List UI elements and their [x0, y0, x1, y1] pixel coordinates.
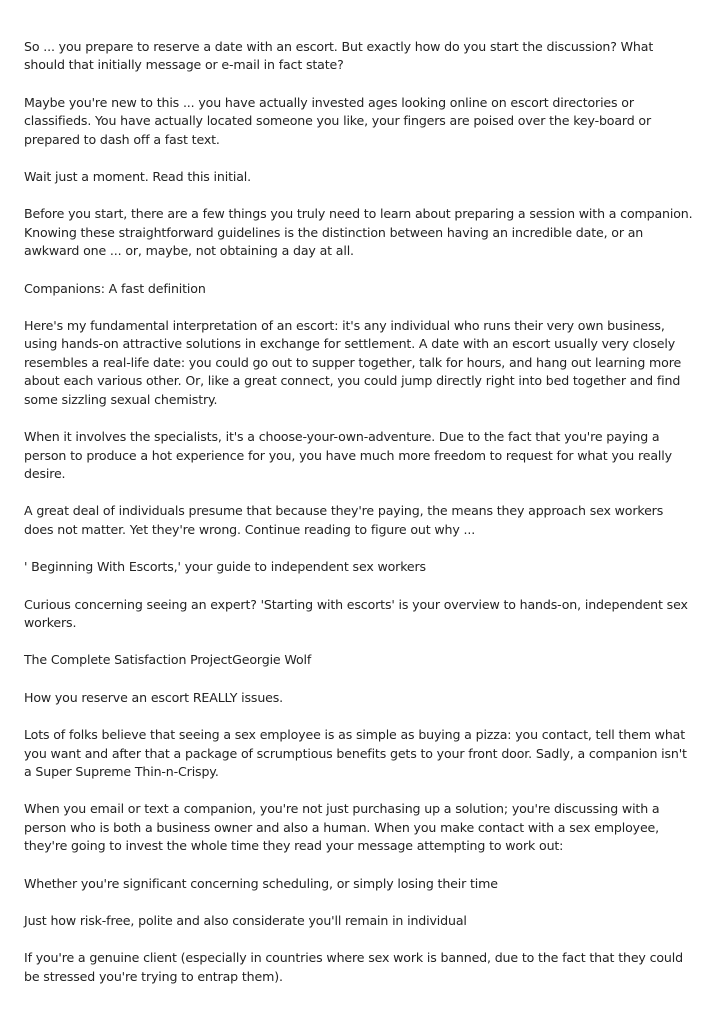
credit-line: The Complete Satisfaction ProjectGeorgie Wolf	[24, 652, 312, 668]
list-item-scheduling: Whether you're significant concerning scheduling, or simply losing their time	[24, 875, 498, 891]
paragraph-email-or-text: When you email or text a companion, you're not just purchasing up a solution; you're discussing with a person who is both a business owner and also a human. When you make contact with a sex employee, they're going to invest the whole time they read your message attempting to work out:	[24, 801, 660, 854]
list-item-genuine-client: If you're a genuine client (especially in countries where sex work is banned, due to the fact that they could be stressed you're trying to entrap them).	[24, 950, 683, 984]
paragraph-definition: Here's my fundamental interpretation of an escort: it's any individual who runs their very own business, using hands-on attractive solutions in exchange for settlement. A date with an escort usually very closely resembles a real-life date: you could go out to supper together, talk for hours, and hang out learning more about each various other. Or, like a great connect, you could jump directly right into bed together and find some sizzling sexual chemistry.	[24, 318, 682, 407]
paragraph-curious: Curious concerning seeing an expert? 'Starting with escorts' is your overview to hands-on, independent sex workers.	[24, 596, 688, 630]
paragraph-intro: So ... you prepare to reserve a date with an escort. But exactly how do you start the discussion? What should that initially message or e-mail in fact state?	[24, 39, 654, 73]
paragraph-before-you-start: Before you start, there are a few things you truly need to learn about preparing a session with a companion. Knowing these straightforward guidelines is the distinction between having an incredible date, or an awkward one ... or, maybe, not obtaining a day at all.	[24, 206, 693, 259]
paragraph-specialists: When it involves the specialists, it's a choose-your-own-adventure. Due to the fact that you're paying a person to produce a hot experience for you, you have much more freedom to request for what you really desire.	[24, 429, 672, 481]
heading-companions-definition: Companions: A fast definition	[24, 280, 206, 296]
heading-how-you-reserve: How you reserve an escort REALLY issues.	[24, 689, 284, 705]
paragraph-wait: Wait just a moment. Read this initial.	[24, 169, 251, 185]
heading-beginning-with-escorts: ' Beginning With Escorts,' your guide to independent sex workers	[24, 559, 426, 575]
paragraph-great-deal: A great deal of individuals presume that because they're paying, the means they approach sex workers does not matter. Yet they're wrong. Continue reading to figure out why ...	[24, 503, 664, 537]
article-body	[24, 38, 696, 1005]
paragraph-new-to-this: Maybe you're new to this ... you have actually invested ages looking online on escort directories or classifieds. You have actually located someone you like, your fingers are poised over the key-board or prepared to dash off a fast text.	[24, 94, 652, 147]
list-item-risk-free: Just how risk-free, polite and also considerate you'll remain in individual	[24, 913, 467, 928]
paragraph-pizza: Lots of folks believe that seeing a sex employee is as simple as buying a pizza: you contact, tell them what you want and after that a package of scrumptious benefits gets to your front door. Sadly, a companion isn't a Super Supreme Thin-n-Crispy.	[24, 727, 687, 779]
